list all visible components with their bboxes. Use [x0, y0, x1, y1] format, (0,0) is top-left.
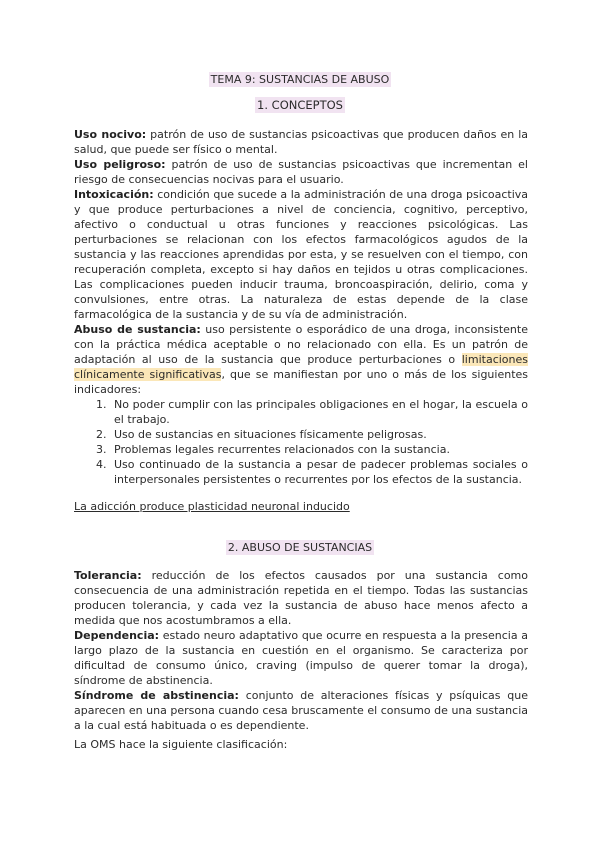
paragraph-abuso-sustancia — [74, 322, 528, 397]
definition-uso-nocivo: patrón de uso de sustancias psicoactivas que producen daños en la salud, que puede ser físico o mental. — [74, 128, 528, 156]
definition-sindrome: conjunto de alteraciones físicas y psíquicas que aparecen en una persona cuando cesa bruscamente el consumo de una sustancia a la cual está habituada o es dependiente. — [74, 689, 529, 732]
document-title — [0, 73, 600, 86]
paragraph-uso-peligroso — [74, 157, 528, 187]
term-uso-peligroso: Uso peligroso: — [74, 158, 166, 171]
term-uso-nocivo: Uso nocivo: — [74, 128, 147, 141]
term-abuso-sustancia: Abuso de sustancia: — [74, 323, 201, 336]
document-title-text: TEMA 9: SUSTANCIAS DE ABUSO — [210, 73, 390, 86]
definition-abuso-part2: , que se manifiestan por uno o más de los siguientes indicadores: — [74, 368, 529, 396]
section-heading-abuso-text: 2. ABUSO DE SUSTANCIAS — [227, 541, 373, 554]
definition-dependencia: estado neuro adaptativo que ocurre en respuesta a la presencia a largo plazo de la sustancia en cuestión en el organismo. Se caracteriza por dificultad de consumo único, craving (impulso de querer tomar la droga), síndrome de abstinencia. — [74, 629, 528, 687]
section-heading-conceptos — [0, 98, 600, 112]
list-item: 1. No poder cumplir con las principales obligaciones en el hogar, la escuela o el trabajo. — [110, 397, 528, 427]
indicators-list — [74, 397, 528, 487]
section-heading-abuso — [0, 541, 600, 554]
concepts-block — [74, 127, 528, 514]
list-item: 2. Uso de sustancias en situaciones físicamente peligrosas. — [110, 427, 528, 442]
definition-intoxicacion: condición que sucede a la administración de una droga psicoactiva y que produce perturbaciones a nivel de conciencia, cognitivo, perceptivo, afectivo o conductual u otras funciones y reacciones psicológicas. Las perturbaciones se relacionan con los efectos farmacológicos agudos de la sustancia y las reacciones aprendidas por esta, y se resuelven con el tiempo, con recuperación completa, excepto si hay daños en tejidos u otras complicaciones. Las complicaciones pueden inducir trauma, broncoaspiración, delirio, coma y convulsiones, entre otras. La naturaleza de estas depende de la clase farmacológica de la sustancia y de su vía de administración. — [74, 188, 528, 321]
highlight-limitaciones: limitaciones clínicamente significativas — [74, 353, 528, 381]
term-dependencia: Dependencia: — [74, 629, 160, 642]
paragraph-intoxicacion — [74, 187, 528, 322]
definition-abuso-part1: uso persistente o esporádico de una droga, inconsistente con la práctica médica aceptable o no relacionado con ella. Es un patrón de adaptación al uso de la sustancia que produce perturbaciones o — [74, 323, 528, 366]
abuse-block — [74, 568, 528, 733]
paragraph-dependencia — [74, 628, 528, 688]
adiccion-note-text: La adicción produce plasticidad neuronal inducido — [74, 500, 350, 513]
term-sindrome: Síndrome de abstinencia: — [74, 689, 239, 702]
definition-uso-peligroso: patrón de uso de sustancias psicoactivas que incrementan el riesgo de consecuencias nocivas para el usuario. — [74, 158, 528, 186]
oms-block — [74, 737, 528, 752]
term-intoxicacion: Intoxicación: — [74, 188, 154, 201]
list-item: 4. Uso continuado de la sustancia a pesar de padecer problemas sociales o interpersonales persistentes o recurrentes por los efectos de la sustancia. — [110, 457, 528, 487]
adiccion-note — [74, 499, 528, 514]
paragraph-uso-nocivo — [74, 127, 528, 157]
term-tolerancia: Tolerancia: — [74, 569, 142, 582]
definition-tolerancia: reducción de los efectos causados por una sustancia como consecuencia de una administración repetida en el tiempo. Todas las sustancias producen tolerancia, y cada vez la sustancia de abuso hace menos afecto a medida que nos acostumbramos a ella. — [74, 569, 528, 627]
list-item: 3. Problemas legales recurrentes relacionados con la sustancia. — [110, 442, 528, 457]
section-heading-conceptos-text: 1. CONCEPTOS — [257, 98, 343, 112]
paragraph-sindrome — [74, 688, 528, 733]
paragraph-tolerancia — [74, 568, 528, 628]
oms-paragraph: La OMS hace la siguiente clasificación: — [74, 738, 288, 751]
